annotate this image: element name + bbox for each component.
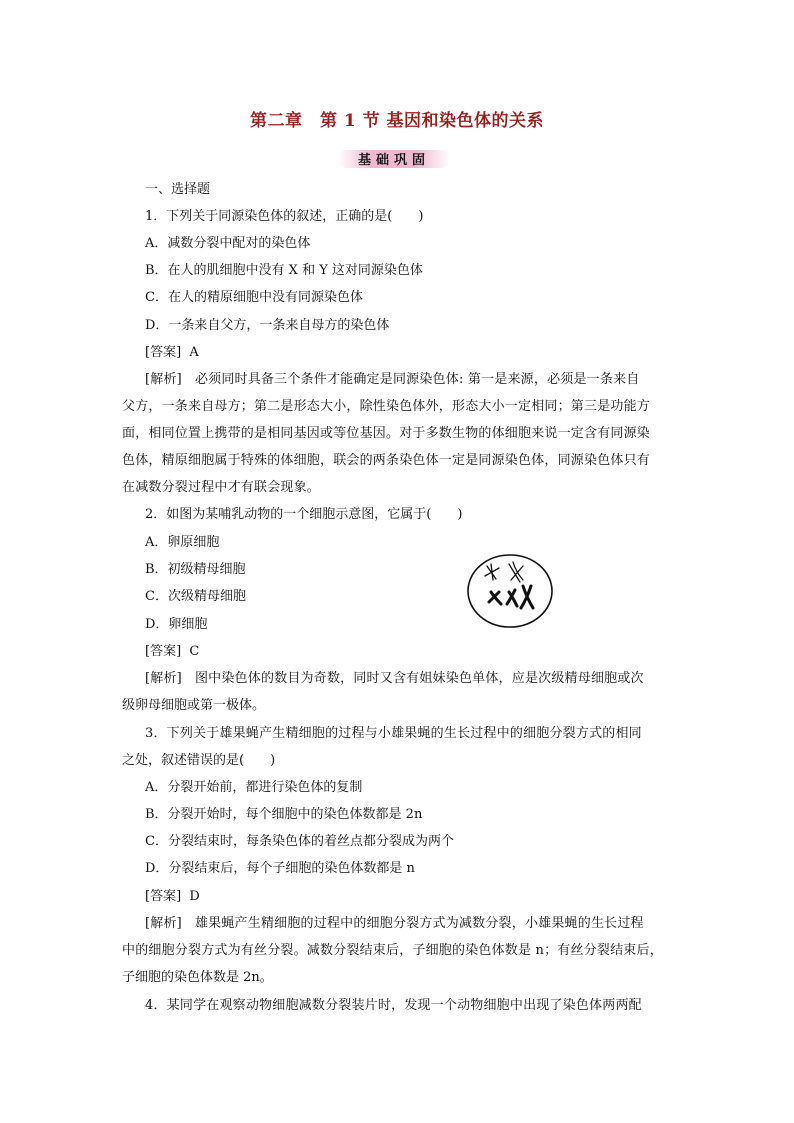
q3-option-a: A．分裂开始前，都进行染色体的复制 (145, 780, 363, 795)
analysis-label: [解析] (145, 916, 182, 931)
chromosome-3 (489, 592, 501, 604)
q1-analysis-line-4: 色体，精原细胞属于特殊的体细胞，联会的两条染色体一定是同源染色体，同源染色体只有 (122, 453, 651, 468)
q1-option-d: D．一条来自父方，一条来自母方的染色体 (145, 318, 390, 333)
q3-analysis-line-1 (145, 916, 644, 932)
q1-option-b: B．在人的肌细胞中没有 X 和 Y 这对同源染色体 (145, 263, 423, 278)
q2-analysis-line-2: 级卵母细胞或第一极体。 (122, 698, 266, 713)
answer-label: [答案] (145, 644, 182, 659)
chapter-title: 第二章 第 1 节 基因和染色体的关系 (249, 111, 545, 131)
analysis-text: 图中染色体的数目为奇数，同时又含有姐妹染色单体，应是次级精母细胞或次 (194, 671, 644, 686)
q2-stem: 2．如图为某哺乳动物的一个细胞示意图，它属于( ) (145, 507, 463, 522)
q3-option-c: C．分裂结束时，每条染色体的着丝点都分裂成为两个 (145, 834, 454, 849)
q2-answer (145, 644, 199, 660)
q3-answer (145, 889, 200, 905)
q1-analysis-line-3: 面，相同位置上携带的是相同基因或等位基因。对于多数生物的体细胞来说一定含有同源染 (122, 426, 651, 441)
answer-label: [答案] (145, 345, 182, 360)
q1-analysis-line-2: 父方，一条来自母方；第二是形态大小，除性染色体外，形态大小一定相同；第三是功能方 (122, 399, 651, 414)
chromosome-1 (485, 564, 499, 580)
answer-value: C (189, 644, 200, 659)
analysis-text: 雄果蝇产生精细胞的过程中的细胞分裂方式为减数分裂，小雄果蝇的生长过程 (194, 916, 644, 931)
q4-stem: 4．某同学在观察动物细胞减数分裂装片时，发现一个动物细胞中出现了染色体两两配 (145, 998, 642, 1013)
answer-value: D (189, 889, 200, 904)
q1-option-c: C．在人的精原细胞中没有同源染色体 (145, 290, 363, 305)
analysis-text: 必须同时具备三个条件才能确定是同源染色体: 第一是来源，必须是一条来自 (194, 372, 640, 387)
q1-option-a: A．减数分裂中配对的染色体 (145, 236, 311, 251)
q1-analysis-line-1 (145, 372, 639, 388)
q2-option-d: D．卵细胞 (145, 617, 208, 632)
answer-label: [答案] (145, 889, 182, 904)
q1-answer (145, 345, 199, 361)
chromosome-2 (509, 562, 523, 582)
q3-analysis-line-3: 子细胞的染色体数是 2n。 (122, 970, 273, 985)
section-heading: 一、选择题 (145, 182, 211, 197)
banner-label: 基础巩固 (357, 153, 430, 168)
q2-option-a: A．卵原细胞 (145, 535, 220, 550)
cell-diagram (465, 552, 555, 630)
q3-option-b: B．分裂开始时，每个细胞中的染色体数都是 2n (145, 807, 423, 822)
answer-value: A (189, 345, 199, 360)
chromosome-4 (507, 590, 517, 606)
q2-analysis-line-1 (145, 671, 644, 687)
q1-stem: 1．下列关于同源染色体的叙述，正确的是( ) (145, 209, 424, 224)
q2-option-b: B．初级精母细胞 (145, 562, 246, 577)
q3-analysis-line-2: 中的细胞分裂方式为有丝分裂。减数分裂结束后，子细胞的染色体数是 n；有丝分裂结束后， (122, 943, 663, 958)
q2-option-c: C．次级精母细胞 (145, 589, 246, 604)
q3-option-d: D．分裂结束后，每个子细胞的染色体数都是 n (145, 861, 415, 876)
q3-stem-line-2: 之处，叙述错误的是( ) (122, 753, 276, 768)
chromosome-5 (521, 586, 533, 608)
q1-analysis-line-5: 在减数分裂过程中才有联会现象。 (122, 480, 321, 495)
q3-stem-line-1: 3．下列关于雄果蝇产生精细胞的过程与小雄果蝇的生长过程中的细胞分裂方式的相同 (145, 726, 642, 741)
section-banner (338, 147, 450, 171)
analysis-label: [解析] (145, 671, 182, 686)
analysis-label: [解析] (145, 372, 182, 387)
